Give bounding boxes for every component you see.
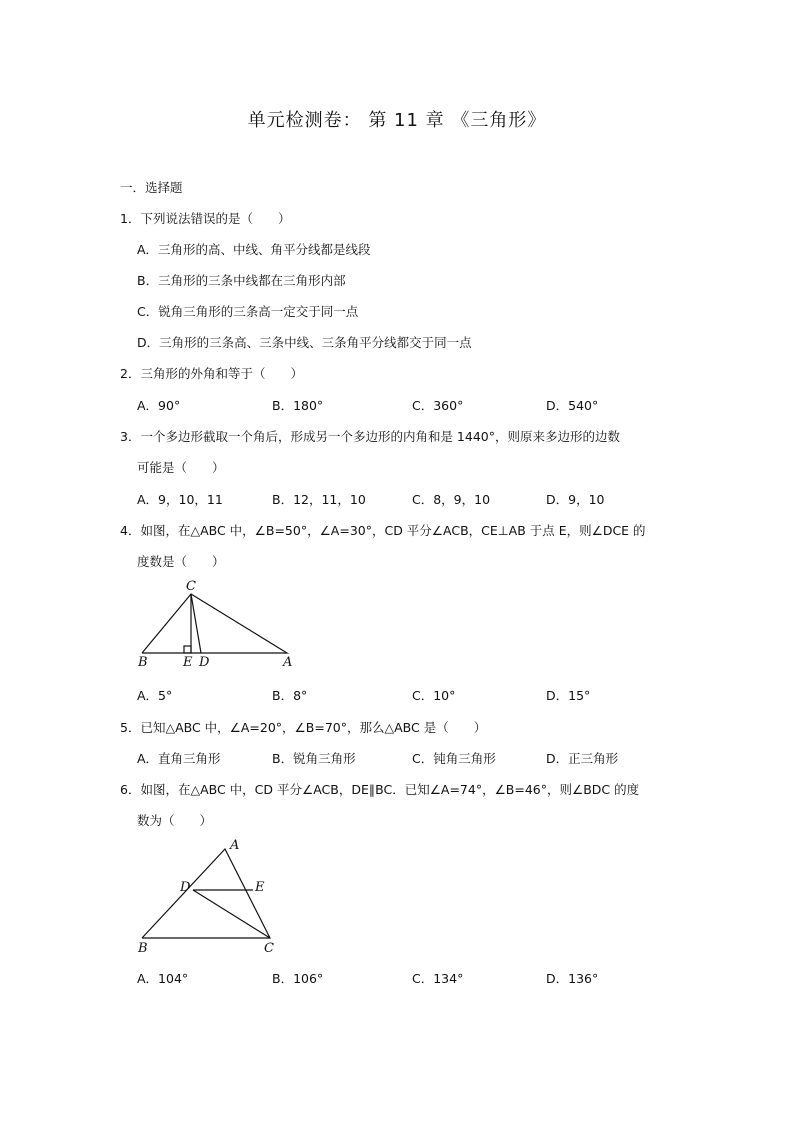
q2-option-d: D．540° — [546, 398, 599, 413]
right-angle-mark — [184, 646, 191, 653]
q3-option-d: D．9，10 — [546, 492, 605, 507]
q1-option-b: B．三角形的三条中线都在三角形内部 — [137, 273, 346, 288]
q6-triangle-figure — [130, 835, 290, 960]
q5-option-b: B．锐角三角形 — [272, 751, 356, 766]
triangle-abc — [142, 849, 270, 938]
q1-option-d: D．三角形的三条高、三条中线、三条角平分线都交于同一点 — [137, 335, 472, 350]
q6-option-c: C．134° — [412, 971, 464, 986]
q5-option-c: C．钝角三角形 — [412, 751, 496, 766]
q4-stem: 4．如图，在△ABC 中，∠B=50°，∠A=30°，CD 平分∠ACB，CE⊥AB 于点 E，则∠DCE 的 — [120, 523, 646, 538]
q4-option-b: B．8° — [272, 688, 308, 703]
q6-option-b: B．106° — [272, 971, 324, 986]
q3-option-b: B．12，11，10 — [272, 492, 366, 507]
q4-triangle-figure — [130, 575, 305, 675]
q4-option-a: A．5° — [137, 688, 173, 703]
triangle-abc — [142, 594, 287, 653]
q6-stem-continued: 数为（ ） — [137, 813, 213, 828]
q6-label-d: D — [180, 880, 191, 895]
q6-stem: 6．如图，在△ABC 中，CD 平分∠ACB，DE∥BC．已知∠A=74°，∠B=46°，则∠BDC 的度 — [120, 782, 640, 797]
q6-label-b: B — [138, 941, 148, 956]
q5-stem: 5．已知△ABC 中，∠A=20°，∠B=70°，那么△ABC 是（ ） — [120, 720, 487, 735]
q4-label-b: B — [138, 655, 148, 670]
q4-label-d: D — [199, 655, 210, 670]
q1-stem: 1．下列说法错误的是（ ） — [120, 211, 291, 226]
q2-option-b: B．180° — [272, 398, 324, 413]
bisector-cd — [191, 594, 201, 653]
page-title: 单元检测卷： 第 11 章 《三角形》 — [247, 110, 547, 131]
section-heading: 一．选择题 — [120, 180, 183, 195]
q3-stem: 3．一个多边形截取一个角后，形成另一个多边形的内角和是 1440°，则原来多边形的边数 — [120, 429, 620, 444]
q4-label-a: A — [283, 655, 293, 670]
q1-option-c: C．锐角三角形的三条高一定交于同一点 — [137, 304, 359, 319]
q2-stem: 2．三角形的外角和等于（ ） — [120, 366, 303, 381]
q4-option-d: D．15° — [546, 688, 591, 703]
q6-label-e: E — [255, 880, 265, 895]
q4-label-e: E — [183, 655, 193, 670]
q4-option-c: C．10° — [412, 688, 456, 703]
q6-label-a: A — [230, 838, 240, 853]
q2-option-a: A．90° — [137, 398, 181, 413]
q5-option-d: D．正三角形 — [546, 751, 619, 766]
q2-option-c: C．360° — [412, 398, 464, 413]
q3-option-c: C．8，9，10 — [412, 492, 491, 507]
q3-option-a: A．9，10，11 — [137, 492, 223, 507]
q6-label-c: C — [264, 941, 274, 956]
q4-label-c: C — [186, 579, 196, 594]
q1-option-a: A．三角形的高、中线、角平分线都是线段 — [137, 242, 371, 257]
q6-option-a: A．104° — [137, 971, 189, 986]
q3-stem-continued: 可能是（ ） — [137, 460, 225, 475]
q5-option-a: A．直角三角形 — [137, 751, 221, 766]
q6-option-d: D．136° — [546, 971, 599, 986]
q4-stem-continued: 度数是（ ） — [137, 554, 225, 569]
